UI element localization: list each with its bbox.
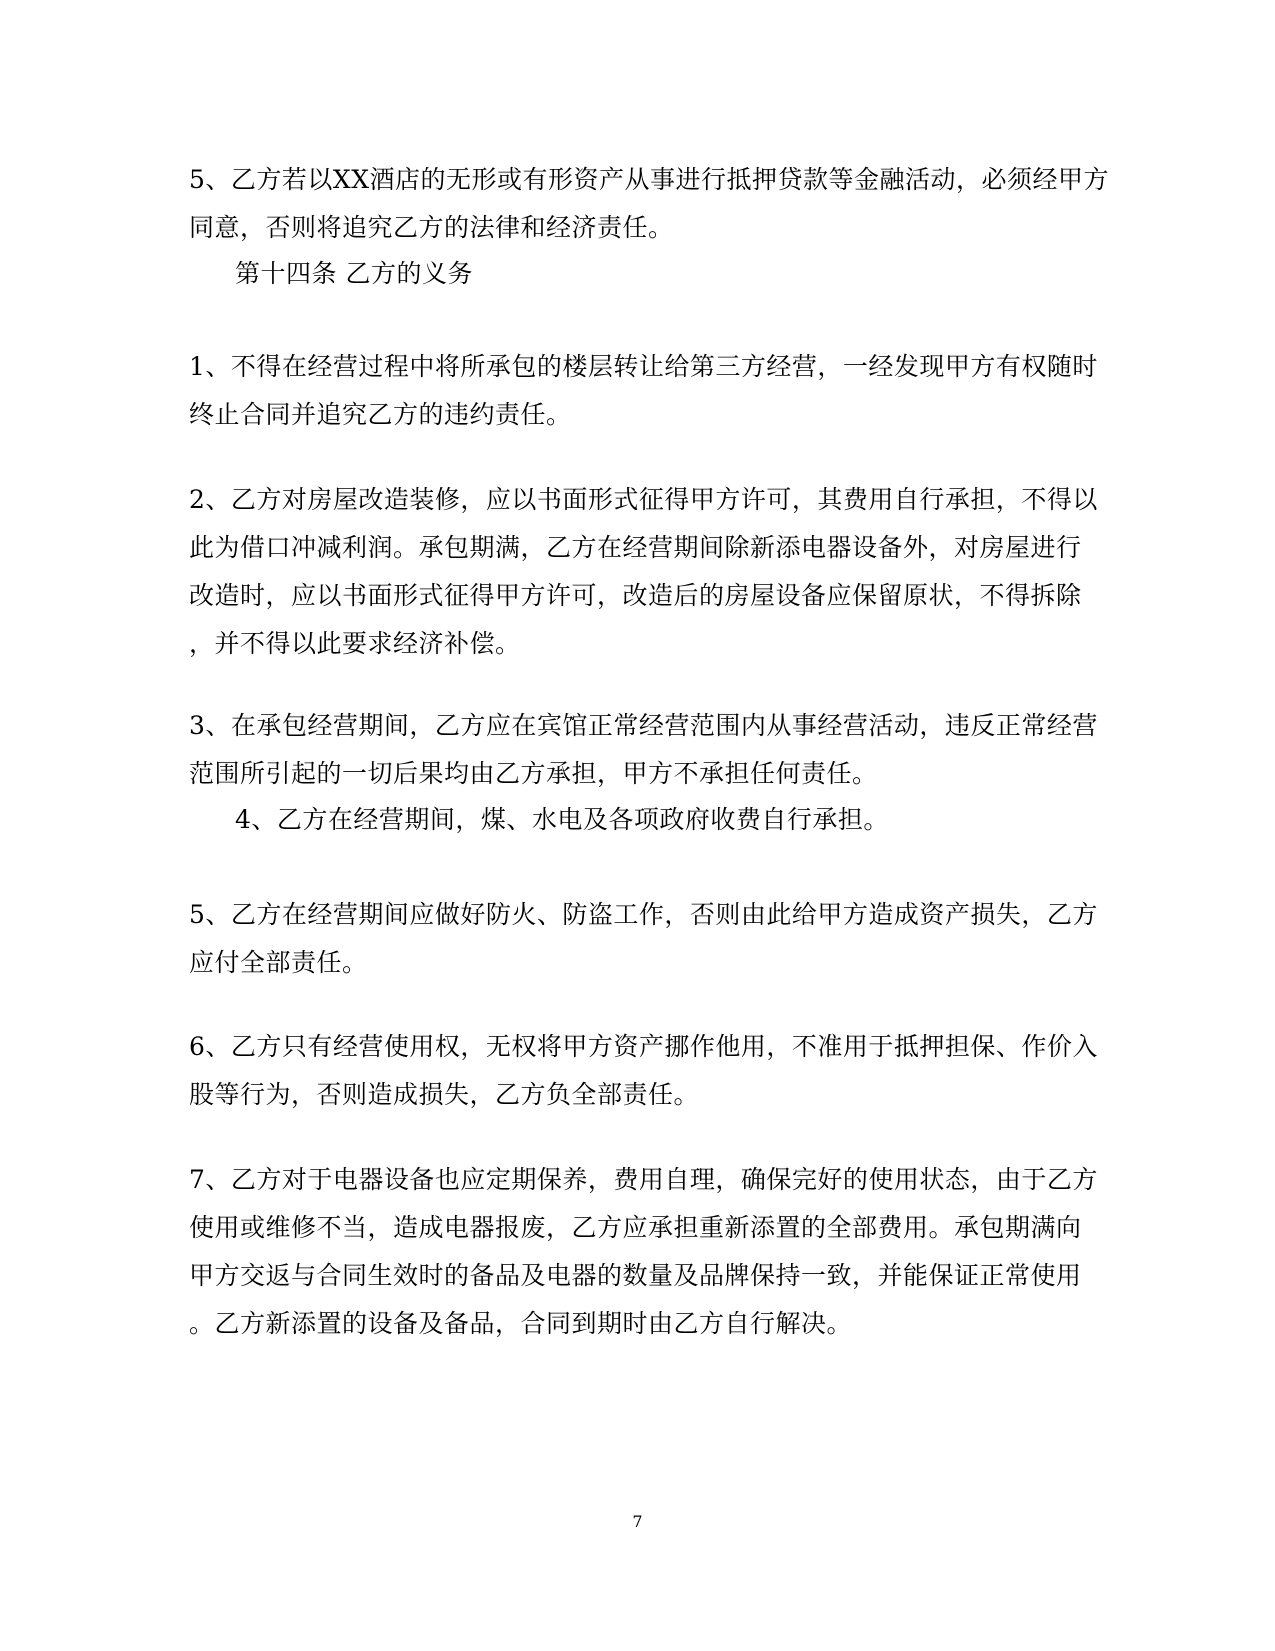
text-line: 7、乙方对于电器设备也应定期保养，费用自理，确保完好的使用状态，由于乙方 — [189, 1165, 1098, 1194]
text-line: 1、不得在经营过程中将所承包的楼层转让给第三方经营，一经发现甲方有权随时 — [189, 352, 1098, 381]
text-line: ，并不得以此要求经济补偿。 — [189, 629, 521, 658]
text-line: 应付全部责任。 — [189, 948, 368, 977]
text-line: 4、乙方在经营期间，煤、水电及各项政府收费自行承担。 — [235, 805, 889, 834]
text-line: 3、在承包经营期间，乙方应在宾馆正常经营范围内从事经营活动，违反正常经营 — [189, 711, 1098, 740]
text-line: 改造时，应以书面形式征得甲方许可，改造后的房屋设备应保留原状，不得拆除 — [189, 581, 1082, 610]
section-heading-article-14 — [235, 250, 1135, 298]
section-heading: 第十四条 乙方的义务 — [235, 259, 473, 288]
text-line: 甲方交返与合同生效时的备品及电器的数量及品牌保持一致，并能保证正常使用 — [189, 1261, 1082, 1290]
text-line: 。乙方新添置的设备及备品，合同到期时由乙方自行解决。 — [189, 1309, 853, 1338]
paragraph-obligation-2 — [189, 476, 1098, 668]
text-line: 5、乙方若以XX酒店的无形或有形资产从事进行抵押贷款等金融活动，必须经甲方 — [189, 165, 1110, 194]
text-line: 5、乙方在经营期间应做好防火、防盗工作，否则由此给甲方造成资产损失，乙方 — [189, 900, 1098, 929]
paragraph-obligation-6 — [189, 1023, 1098, 1119]
text-line: 同意，否则将追究乙方的法律和经济责任。 — [189, 213, 674, 242]
paragraph-obligation-5 — [189, 891, 1098, 987]
text-line: 使用或维修不当，造成电器报废，乙方应承担重新添置的全部费用。承包期满向 — [189, 1213, 1082, 1242]
paragraph-obligation-3 — [189, 702, 1098, 798]
paragraph-obligation-7 — [189, 1156, 1098, 1348]
text-line: 2、乙方对房屋改造装修，应以书面形式征得甲方许可，其费用自行承担，不得以 — [189, 485, 1098, 514]
text-line: 范围所引起的一切后果均由乙方承担，甲方不承担任何责任。 — [189, 759, 878, 788]
text-line: 6、乙方只有经营使用权，无权将甲方资产挪作他用，不准用于抵押担保、作价入 — [189, 1032, 1098, 1061]
text-line: 终止合同并追究乙方的违约责任。 — [189, 400, 572, 429]
text-line: 此为借口冲减利润。承包期满，乙方在经营期间除新添电器设备外，对房屋进行 — [189, 533, 1082, 562]
paragraph-obligation-1 — [189, 343, 1098, 439]
text-line: 股等行为，否则造成损失，乙方负全部责任。 — [189, 1080, 700, 1109]
page-number: 7 — [632, 1512, 643, 1531]
paragraph-clause-5-financing — [189, 156, 1110, 252]
paragraph-obligation-4 — [235, 796, 1135, 844]
